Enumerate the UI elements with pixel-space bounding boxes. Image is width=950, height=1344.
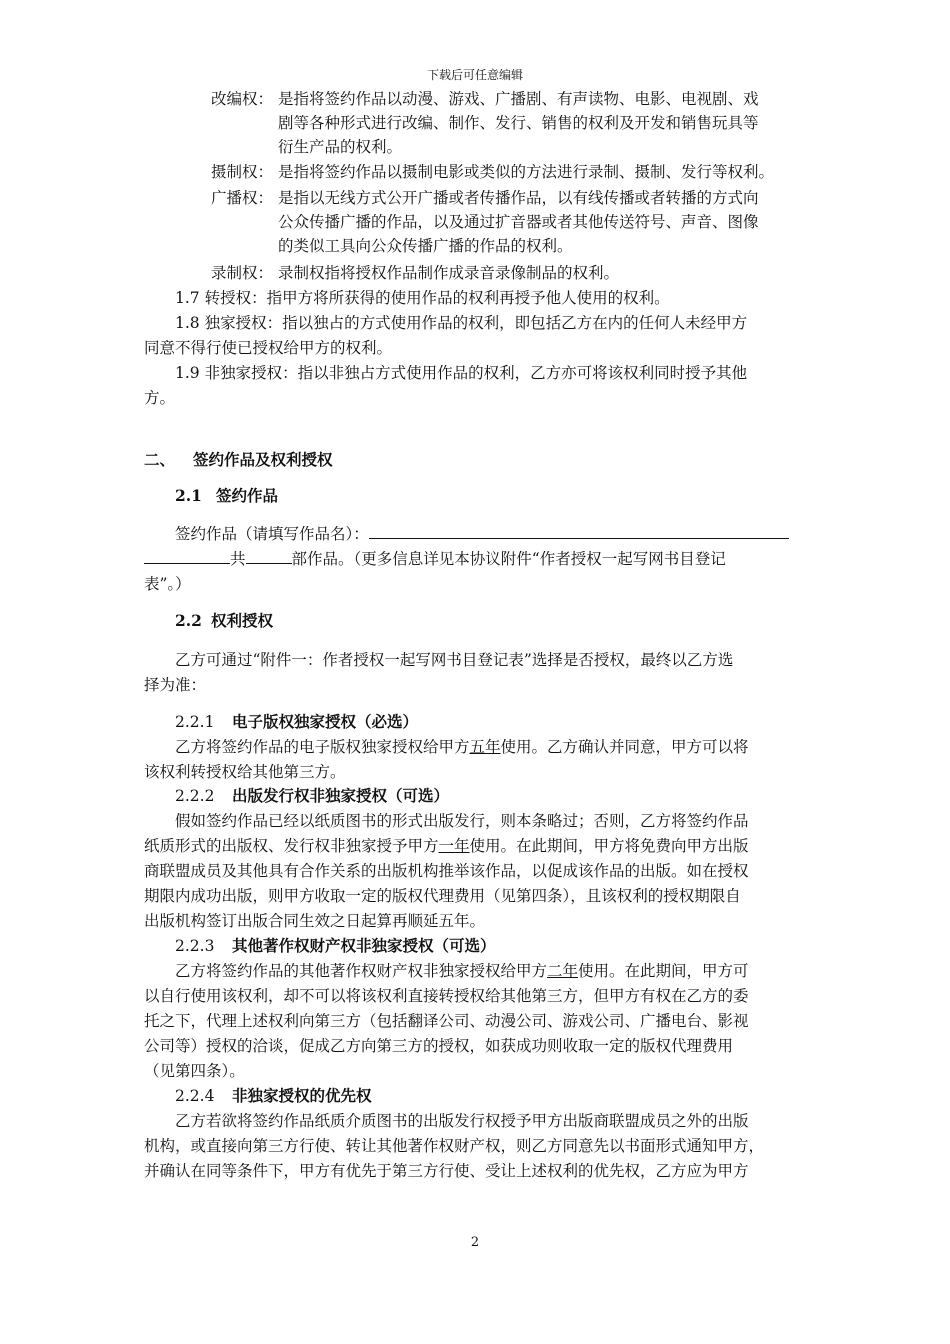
- section-2-2-1-text-line1: [175, 735, 749, 759]
- section-2-2-2-title: 出版发行权非独家授权（可选）: [232, 786, 450, 805]
- section-2-2-number: 2.2: [175, 611, 202, 630]
- section-2-2-2-text-line2: [144, 834, 749, 858]
- section-2-title: 签约作品及权利授权: [193, 450, 333, 469]
- work-count-line: [144, 547, 726, 571]
- section-2-2-3-text-line3: 托之下，代理上述权利向第三方（包括翻译公司、动漫公司、游戏公司、广播电台、影视: [144, 1012, 749, 1030]
- section-2-2-3-title: 其他著作权财产权非独家授权（可选）: [232, 936, 496, 955]
- page-number: 2: [470, 1235, 480, 1250]
- section-2-2-2-text-line5: 出版机构签订出版合同生效之日起算再顺延五年。: [144, 912, 486, 930]
- clause-1-8-line1: 1.8 独家授权：指以独占的方式使用作品的权利，即包括乙方在内的任何人未经甲方: [175, 314, 748, 332]
- work-name-blank[interactable]: [369, 524, 789, 539]
- work-count-blank[interactable]: [246, 549, 292, 564]
- text-line: 公众传播广播的作品，以及通过扩音器或者其他传送符号、声音、图像: [278, 213, 759, 231]
- text-span: 乙方将签约作品的其他著作权财产权非独家授权给甲方: [175, 962, 548, 980]
- text-line: 剧等各种形式进行改编、制作、发行、销售的权利及开发和销售玩具等: [278, 114, 759, 132]
- term-adaptation-label: 改编权：: [211, 90, 274, 108]
- section-2-2-3-number: 2.2.3: [175, 937, 215, 955]
- page-header: 下载后可任意编辑: [426, 68, 523, 82]
- section-2-2-3-text-line5: （见第四条）。: [144, 1062, 245, 1080]
- section-2-2-3-text-line4: 公司等）授权的洽谈，促成乙方向第三方的授权，如获成功则收取一定的版权代理费用: [144, 1037, 734, 1055]
- section-2-2-2-text-line4: 期限内成功出版，则甲方收取一定的版权代理费用（见第四条），且该权利的授权期限自: [144, 887, 741, 905]
- term-adaptation-def: [278, 87, 808, 159]
- text-span: 纸质形式的出版权、发行权非独家授予甲方: [144, 837, 439, 855]
- section-2-2-4-text-line3: 并确认在同等条件下，甲方有优先于第三方行使、受让上述权利的优先权，乙方应为甲方: [144, 1162, 749, 1180]
- section-2-2-title: 权利授权: [211, 611, 274, 630]
- section-2-2-4-title: 非独家授权的优先权: [232, 1086, 372, 1105]
- section-2-2-text-line1: 乙方可通过“附件一：作者授权一起写网书目登记表”选择是否授权，最终以乙方选: [175, 651, 734, 669]
- section-2-2-4-text-line2: 机构，或直接向第三方行使、转让其他著作权财产权，则乙方同意先以书面形式通知甲方，: [144, 1137, 765, 1155]
- term-duration: 五年: [469, 738, 501, 756]
- section-2-2-4-text-line1: 乙方若欲将签约作品纸质介质图书的出版发行权授予甲方出版商联盟成员之外的出版: [175, 1112, 749, 1130]
- section-2-2-3-text-line1: [175, 959, 749, 983]
- text-span: 使用。在此期间，甲方将免费向甲方出版: [469, 837, 749, 855]
- text-span: 使用。乙方确认并同意，甲方可以将: [500, 738, 749, 756]
- section-2-2-2-text-line3: 商联盟成员及其他具有合作关系的出版机构推举该作品，以促成该作品的出版。如在授权: [144, 862, 749, 880]
- section-2-number: 二、: [144, 450, 176, 469]
- section-2-2-2-number: 2.2.2: [175, 787, 215, 805]
- text-bu: 部作品。（更多信息详见本协议附件“作者授权一起写网书目登记: [291, 550, 726, 568]
- term-broadcast-def: [278, 186, 808, 258]
- text-span: 使用。在此期间，甲方可: [578, 962, 749, 980]
- section-2-1-number: 2.1: [175, 486, 202, 505]
- section-2-2-3-text-line2: 以自行使用该权利，却不可以将该权利直接转授权给其他第三方，但甲方有权在乙方的委: [144, 987, 749, 1005]
- section-2-2-text-line2: 择为准：: [144, 676, 207, 694]
- clause-1-9-line1: 1.9 非独家授权：指以非独占方式使用作品的权利，乙方亦可将该权利同时授予其他: [175, 364, 748, 382]
- work-series-blank[interactable]: [144, 549, 230, 564]
- text-line: 是指将签约作品以动漫、游戏、广播剧、有声读物、电影、电视剧、戏: [278, 90, 759, 108]
- work-name-field[interactable]: [175, 522, 789, 546]
- term-filming-label: 摄制权：: [211, 163, 274, 181]
- section-2-2-1-title: 电子版权独家授权（必选）: [232, 712, 419, 731]
- clause-1-8-line2: 同意不得行使已授权给甲方的权利。: [144, 339, 393, 357]
- clause-1-9-line2: 方。: [144, 389, 176, 407]
- term-broadcast-label: 广播权：: [211, 189, 274, 207]
- term-duration: 二年: [547, 962, 579, 980]
- section-2-1-title: 签约作品: [216, 486, 279, 505]
- section-2-2-4-number: 2.2.4: [175, 1087, 215, 1105]
- text-span: 乙方将签约作品的电子版权独家授权给甲方: [175, 738, 470, 756]
- clause-1-7: 1.7 转授权：指甲方将所获得的使用作品的权利再授予他人使用的权利。: [175, 289, 670, 307]
- section-2-2-1-text-line2: 该权利转授权给其他第三方。: [144, 763, 346, 781]
- text-line: 的类似工具向公众传播广播的作品的权利。: [278, 237, 573, 255]
- text-line: 是指以无线方式公开广播或者传播作品，以有线传播或者转播的方式向: [278, 189, 759, 207]
- term-duration: 一年: [438, 837, 470, 855]
- term-filming-def: [278, 160, 838, 184]
- text-line: 是指将签约作品以摄制电影或类似的方法进行录制、摄制、发行等权利。: [278, 163, 775, 181]
- section-2-2-2-text-line1: 假如签约作品已经以纸质图书的形式出版发行，则本条略过；否则，乙方将签约作品: [175, 812, 749, 830]
- work-name-label: 签约作品（请填写作品名）：: [175, 525, 369, 543]
- term-recording-label: 录制权：: [211, 264, 274, 282]
- text-line: 衍生产品的权利。: [278, 138, 403, 156]
- text-gong: 共: [230, 550, 246, 568]
- work-field-tail: 表”。）: [144, 575, 191, 593]
- text-line: 录制权指将授权作品制作成录音录像制品的权利。: [278, 264, 620, 282]
- term-recording-def: [278, 261, 808, 285]
- section-2-2-1-number: 2.2.1: [175, 713, 215, 731]
